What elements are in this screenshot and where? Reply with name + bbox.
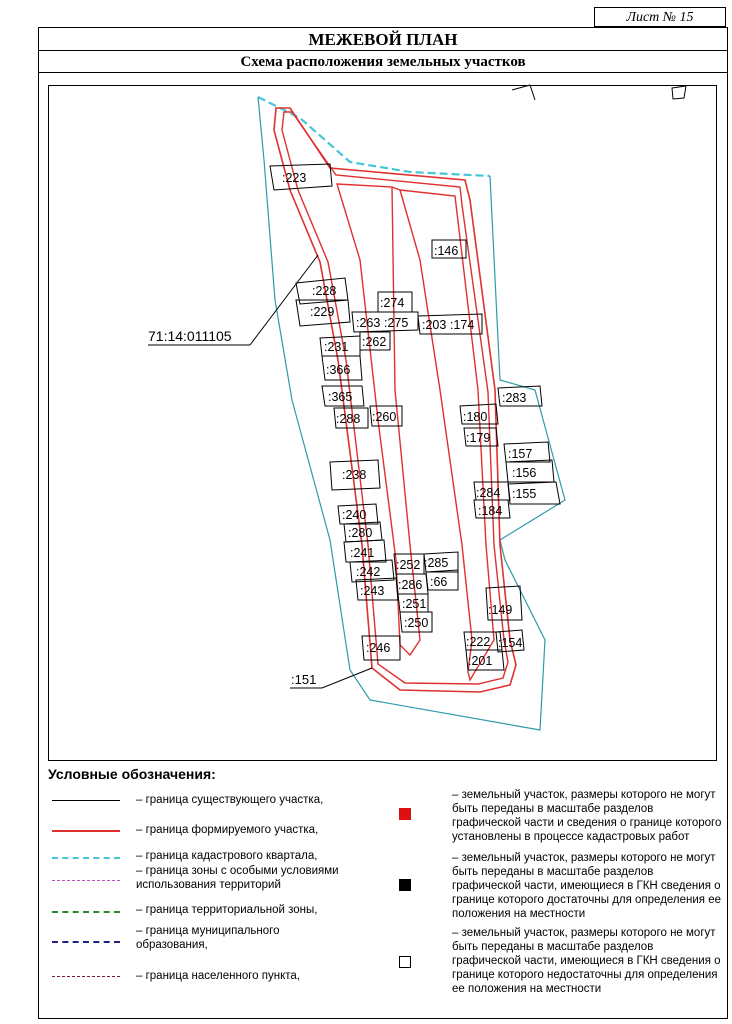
legend-text: – граница существующего участка, xyxy=(136,794,324,806)
document-title: МЕЖЕВОЙ ПЛАН xyxy=(38,27,728,51)
parcel-label: :66 xyxy=(430,575,448,589)
parcel-label: :201 xyxy=(468,654,493,668)
quarter-boundary-top xyxy=(258,97,490,176)
document-subtitle: Схема расположения земельных участков xyxy=(38,51,728,73)
red-square-icon xyxy=(399,808,411,820)
parcel-label: :228 xyxy=(312,284,337,298)
legend-line-formed-parcel xyxy=(52,830,120,832)
parcel-label: :263 xyxy=(356,316,381,330)
parcel-label: :229 xyxy=(310,305,335,319)
parcel-label: :146 xyxy=(434,244,459,258)
parcel-label: :366 xyxy=(326,363,351,377)
parcel-label: :252 xyxy=(396,558,421,572)
parcel-label: :180 xyxy=(463,410,488,424)
legend-text: – граница населенного пункта, xyxy=(136,970,300,982)
legend-symbol-text: – земельный участок, размеры которого не могут быть переданы в масштабе разделов графической части, имеющиеся в ГКН сведения о границе которого недостаточны для определения ее положения на местности xyxy=(452,927,721,995)
parcel-label: :288 xyxy=(336,412,361,426)
parcel-label: :283 xyxy=(502,391,527,405)
legend-line-special-zone xyxy=(52,880,120,881)
parcel-label: :222 xyxy=(466,635,491,649)
parcel-label: :260 xyxy=(372,410,397,424)
legend-line-existing-parcel xyxy=(52,800,120,801)
parcel-label-151: :151 xyxy=(291,672,317,687)
legend-text: – граница муниципального образования, xyxy=(136,925,280,951)
parcel-label: :241 xyxy=(350,546,375,560)
parcel-label: :365 xyxy=(328,390,353,404)
parcel-label: :231 xyxy=(324,340,349,354)
legend-line-quarter xyxy=(52,857,120,859)
quarter-number-label: 71:14:011105 xyxy=(148,328,232,344)
legend-text: – граница формируемого участка, xyxy=(136,824,319,836)
legend-line-territorial-zone xyxy=(52,911,120,913)
parcel-label: :262 xyxy=(362,335,387,349)
parcel-label: :154 xyxy=(498,636,523,650)
formed-parcel-link xyxy=(392,187,400,190)
formed-parcel-outer xyxy=(274,108,516,692)
parcel-label: :243 xyxy=(360,584,385,598)
parcel-label: :156 xyxy=(512,466,537,480)
parcel-label: :246 xyxy=(366,641,391,655)
parcel-label: :157 xyxy=(508,447,533,461)
parcel-label: :174 xyxy=(450,318,475,332)
parcel-label: :240 xyxy=(342,508,367,522)
parcel-labels xyxy=(282,171,536,668)
legend-text: – граница зоны с особыми условиями использования территорий xyxy=(136,865,339,891)
legend-symbol-text: – земельный участок, размеры которого не могут быть переданы в масштабе разделов графической части, имеющиеся в ГКН сведения о границе которого достаточны для определения ее положения на местности xyxy=(452,852,722,920)
parcel-label: :223 xyxy=(282,171,307,185)
formed-parcel-inner xyxy=(282,112,508,684)
parcel-label: :250 xyxy=(404,616,429,630)
legend-text: – граница территориальной зоны, xyxy=(136,904,318,916)
legend-symbol-text: – земельный участок, размеры которого не могут быть переданы в масштабе разделов графической части и сведения о границе которого установлены в процессе кадастровых работ xyxy=(452,789,722,843)
parcel-label: :238 xyxy=(342,468,367,482)
parcel-label: :179 xyxy=(466,431,491,445)
parcel-label: :251 xyxy=(402,597,427,611)
parcel-label: :274 xyxy=(380,296,405,310)
legend-text: – граница кадастрового квартала, xyxy=(136,850,318,862)
sheet-number: Лист № 15 xyxy=(594,7,726,27)
parcel-label: :149 xyxy=(488,603,513,617)
existing-parcels xyxy=(270,164,560,670)
existing-parcel-edge xyxy=(512,85,535,100)
black-square-icon xyxy=(399,879,411,891)
parcel-label: :285 xyxy=(424,556,449,570)
existing-parcel-small xyxy=(672,86,686,99)
parcel-label: :275 xyxy=(384,316,409,330)
parcel-label: :280 xyxy=(348,526,373,540)
parcel-label: :203 xyxy=(422,318,447,332)
parcel-label: :242 xyxy=(356,565,381,579)
parcel-label: :286 xyxy=(398,578,423,592)
legend-line-municipal xyxy=(52,941,120,943)
parcel-label: :155 xyxy=(512,487,537,501)
parcel-label: :284 xyxy=(476,486,501,500)
parcel-label: :184 xyxy=(478,504,503,518)
legend-line-settlement xyxy=(52,976,120,977)
legend-title: Условные обозначения: xyxy=(48,766,216,782)
white-square-icon xyxy=(399,956,411,968)
